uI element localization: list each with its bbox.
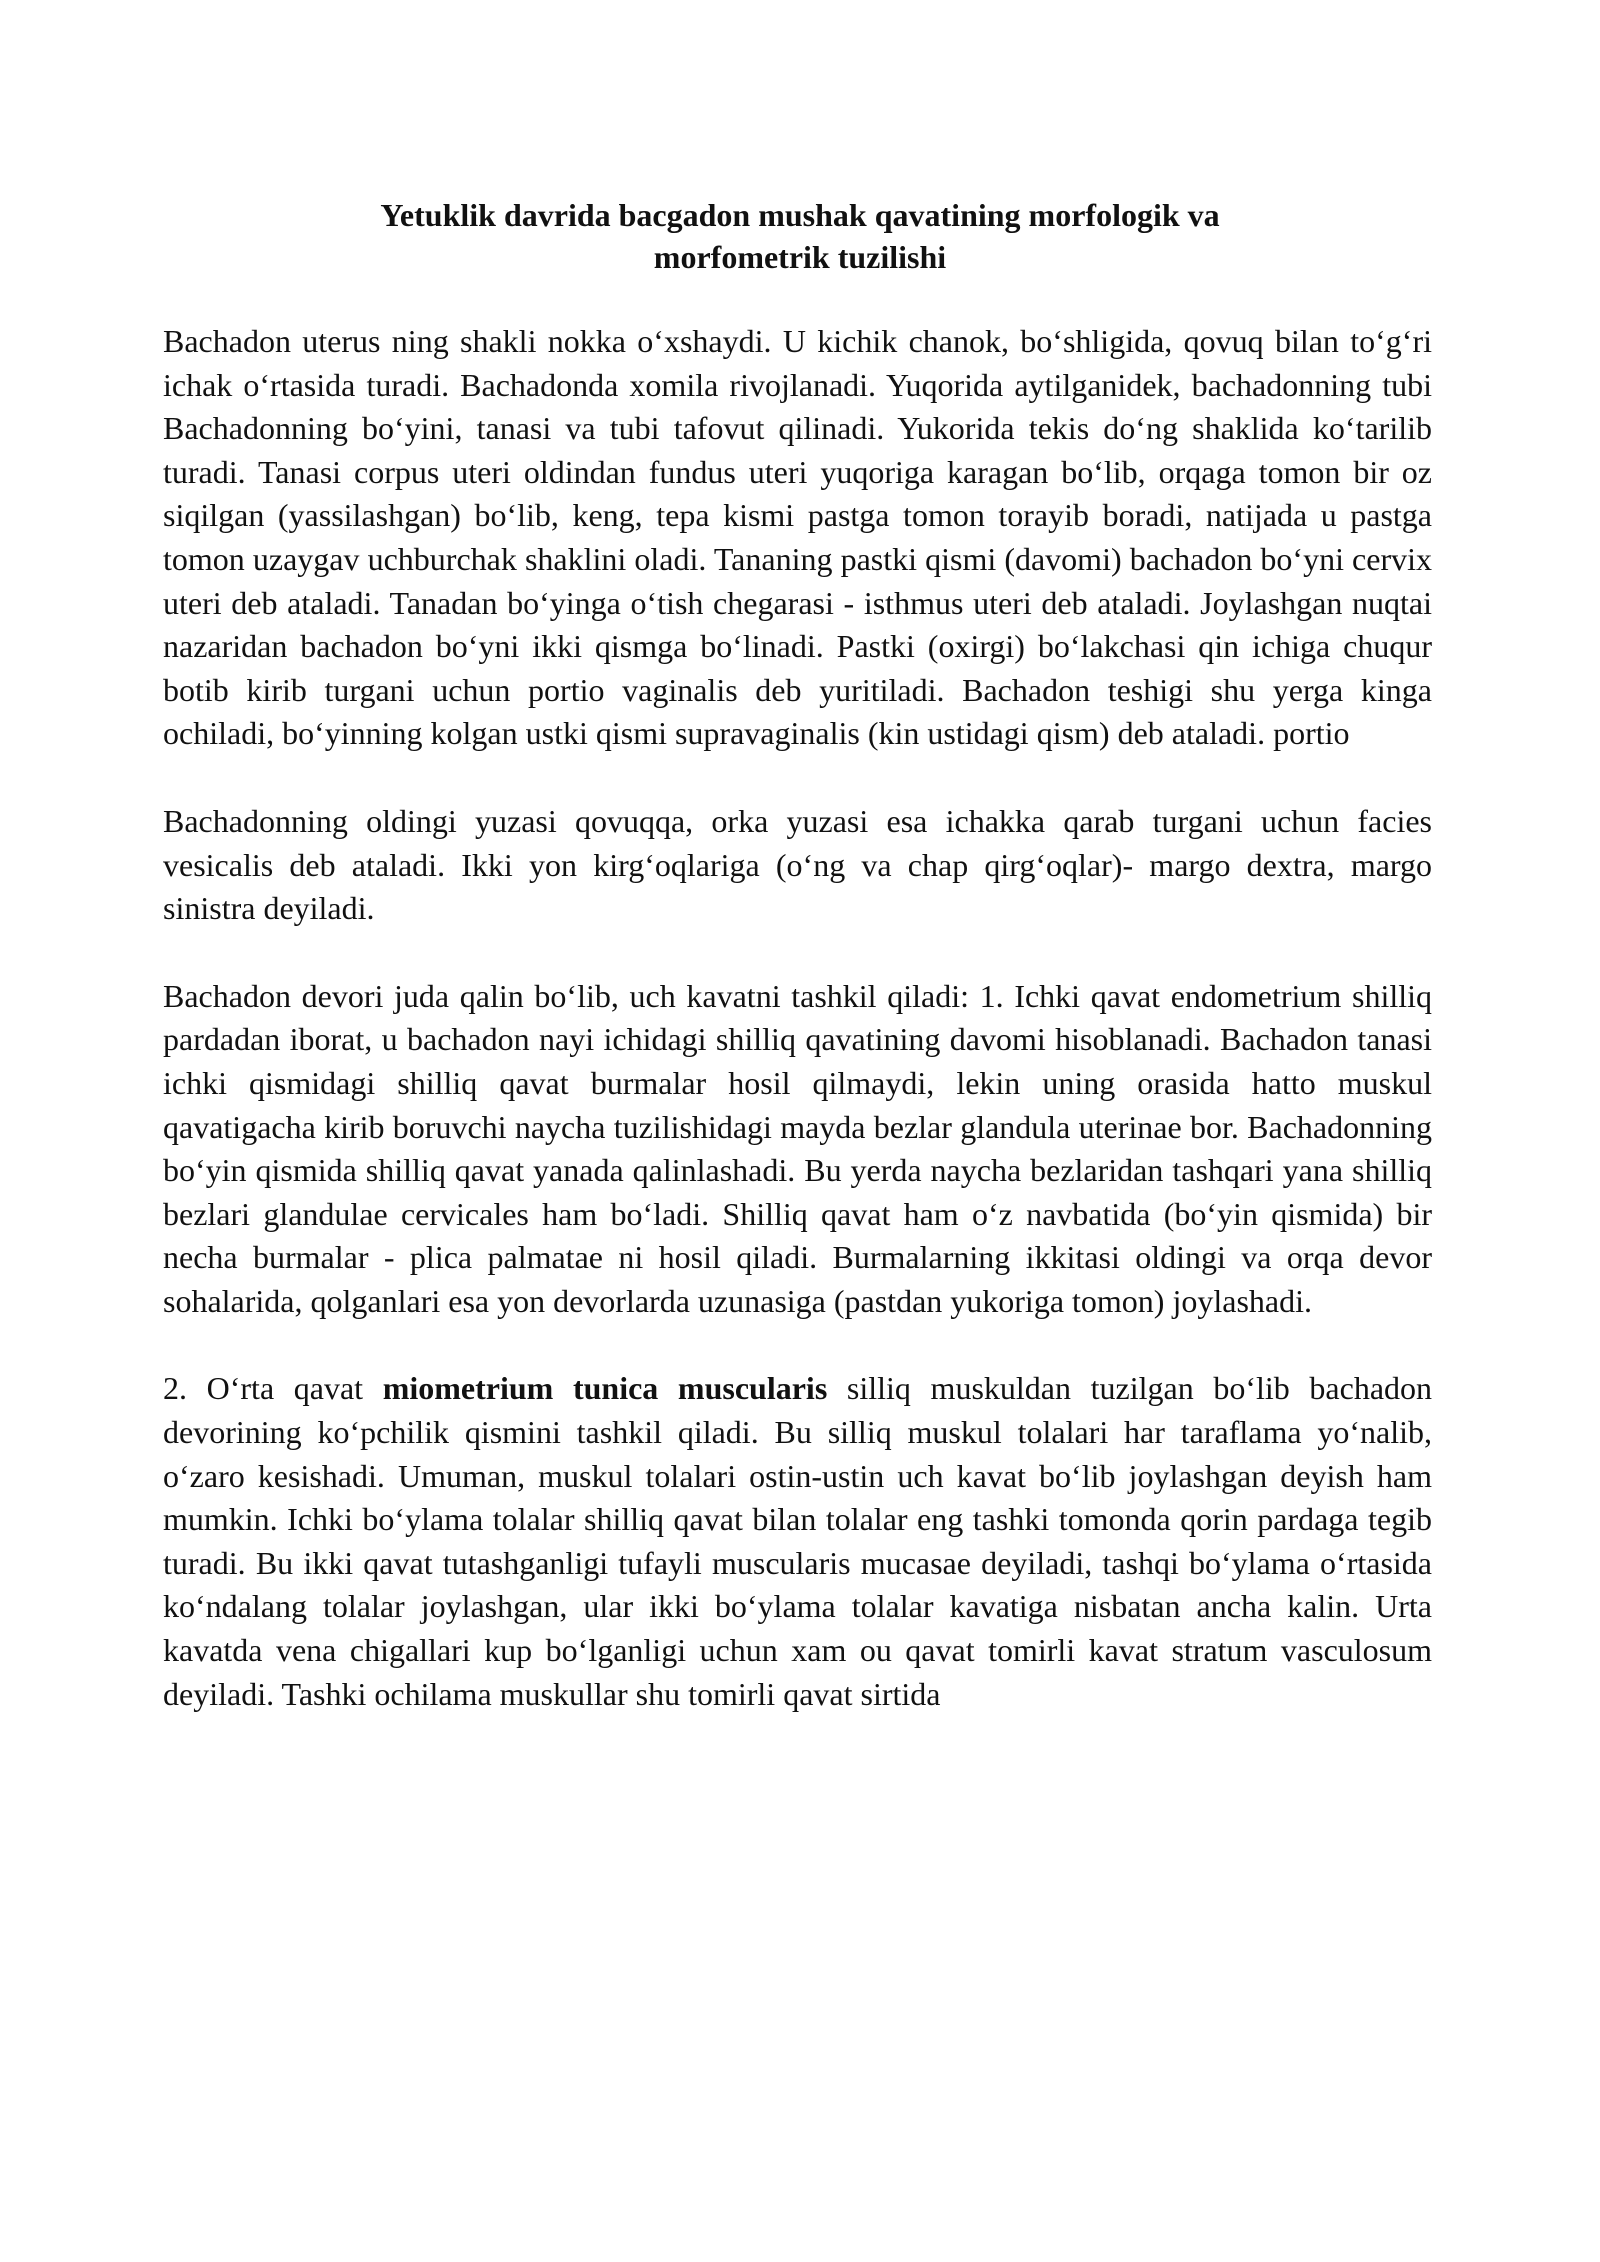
paragraph-uterus-surfaces: Bachadonning oldingi yuzasi qovuqqa, orka yuzasi esa ichakka qarab turgani uchun facies vesicalis deb ataladi. Ikki yon kirgʻoqlariga (oʻng va chap qirgʻoqlar)- margo dextra, margo sinistra deyiladi. xyxy=(163,802,1432,927)
paragraph-myometrium xyxy=(163,1367,1432,1716)
paragraph-endometrium: Bachadon devori juda qalin boʻlib, uch kavatni tashkil qiladi: 1. Ichki qavat endometrium shilliq pardadan iborat, u bachadon nayi ichidagi shilliq qavatining davomi hisoblanadi. Bachadon tanasi ichki qismidagi shilliq qavat burmalar hosil qilmaydi, lekin uning orasida hatto muskul qavatigacha kirib boruvchi naycha tuzilishidagi mayda bezlar glandula uterinae bor. Bachadonning boʻyin qismida shilliq qavat yanada qalinlashadi. Bu yerda naycha bezlaridan tashqari yana shilliq bezlari glandulae cervicales ham boʻladi. Shilliq qavat ham oʻz navbatida (boʻyin qismida) bir necha burmalar - plica palmatae ni hosil qiladi. Burmalarning ikkitasi oldingi va orqa devor sohalarida, qolganlari esa yon devorlarda uzunasiga (pastdan yukoriga tomon) joylashadi. xyxy=(163,977,1432,1319)
document-title xyxy=(165,194,1435,278)
paragraph-myometrium-intro: 2. Oʻrta qavat xyxy=(163,1370,383,1407)
title-line-2: morfometrik tuzilishi xyxy=(653,239,947,275)
paragraph-myometrium-rest: silliq muskuldan tuzilgan boʻlib bachadon devorining koʻpchilik qismini tashkil qiladi. Bu silliq muskul tolalari har taraflama yoʻnalib, oʻzaro kesishadi. Umuman, muskul tolalari ostin-ustin uch kavat boʻlib joylashgan deyish ham mumkin. Ichki boʻylama tolalar shilliq qavat bilan tolalar eng tashki tomonda qorin pardaga tegib turadi. Bu ikki qavat tutashganligi tufayli muscularis mucasae deyiladi, tashqi boʻylama oʻrtasida koʻndalang tolalar joylashgan, ular ikki boʻylama tolalar kavatiga nisbatan ancha kalin. Urta kavatda vena chigallari kup boʻlganligi uchun xam ou qavat tomirli kavat stratum vasculosum deyiladi. Tashki ochilama muskullar shu tomirli qavat sirtida xyxy=(163,1370,1433,1712)
title-line-1: Yetuklik davrida bacgadon mushak qavatining morfologik va xyxy=(380,197,1220,233)
paragraph-uterus-shape: Bachadon uterus ning shakli nokka oʻxshaydi. U kichik chanok, boʻshligida, qovuq bilan toʻgʻri ichak oʻrtasida turadi. Bachadonda xomila rivojlanadi. Yuqorida aytilganidek, bachadonning tubi Bachadonning boʻyini, tanasi va tubi tafovut qilinadi. Yukorida tekis doʻng shaklida koʻtarilib turadi. Tanasi corpus uteri oldindan fundus uteri yuqoriga karagan boʻlib, orqaga tomon bir oz siqilgan (yassilashgan) boʻlib, keng, tepa kismi pastga tomon torayib boradi, natijada u pastga tomon uzaygav uchburchak shaklini oladi. Tananing pastki qismi (davomi) bachadon boʻyni cervix uteri deb ataladi. Tanadan boʻyinga oʻtish chegarasi - isthmus uteri deb ataladi. Joylashgan nuqtai nazaridan bachadon boʻyni ikki qismga boʻlinadi. Pastki (oxirgi) boʻlakchasi qin ichiga chuqur botib kirib turgani uchun portio vaginalis deb yuritiladi. Bachadon teshigi shu yerga kinga ochiladi, boʻyinning kolgan ustki qismi supravaginalis (kin ustidagi qism) deb ataladi. portio xyxy=(163,323,1432,752)
document-body xyxy=(163,320,1432,1760)
paragraph-myometrium-term: miometrium tunica muscularis xyxy=(382,1370,828,1407)
